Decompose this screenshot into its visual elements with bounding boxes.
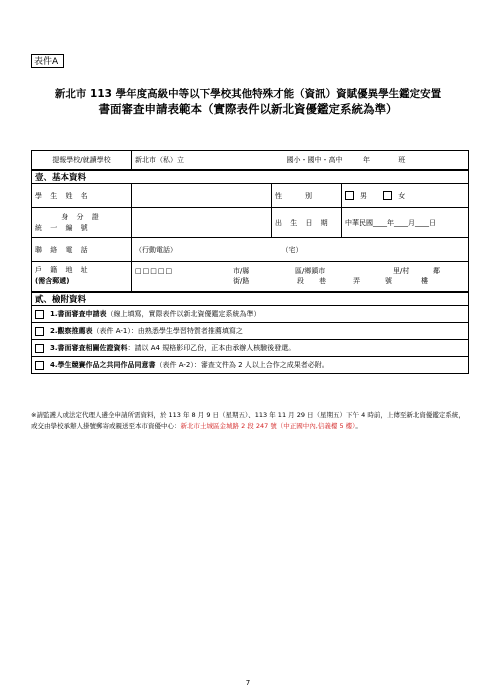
- checklist-item-4-checkbox[interactable]: [35, 361, 44, 370]
- document-title-line-1: 新北市 113 學年度高級中等以下學校其他特殊才能（資訊）資賦優異學生鑑定安置: [54, 88, 442, 100]
- dob-label: 出 生 日 期: [272, 208, 342, 238]
- gender-label: 性 別: [272, 184, 342, 208]
- checklist-row-4: [32, 357, 469, 374]
- address-field[interactable]: [132, 262, 469, 292]
- dob-field[interactable]: 中華民國____年____月____日: [342, 208, 469, 238]
- checklist-item-1-desc: （線上填寫，實際表件以新北資優鑑定系統為準）: [106, 310, 261, 318]
- checklist-item-4: [32, 357, 469, 374]
- student-name-label: 學 生 姓 名: [32, 184, 132, 208]
- section-attachments-header: [32, 292, 469, 306]
- checklist-item-2-desc: （表件 A-1）：由熟悉學生學習特質者推薦填寫之: [92, 327, 243, 335]
- student-name-field[interactable]: [132, 184, 272, 208]
- address-section-label: 段: [297, 277, 304, 286]
- checklist-item-1-title: 1.書面審查申請表: [50, 310, 107, 318]
- phone-field[interactable]: [132, 238, 469, 262]
- submission-address: 新北市土城區金城路 2 段 247 號（中正國中內,信義樓 5 樓）: [180, 422, 356, 430]
- school-levels: 國小・國中・高中: [286, 155, 343, 164]
- submission-note-text: ※請監護人或法定代理人遴全申請所需資料，於 113 年 8 月 9 日（星期五）、113 年 11 月 29 日（星期五）下午 4 時前，上傳至新北資優鑑定系統，或交由學校承辦人掛號郵寄或親送至本市資優中心：: [31, 411, 465, 430]
- page-number: 7: [245, 679, 251, 687]
- checklist-item-1: [32, 306, 469, 323]
- checklist-item-3-desc: ：請以 A4 規格影印乙份，正本由承辦人核驗後發還。: [127, 344, 296, 352]
- checklist-item-2: [32, 323, 469, 340]
- checklist-item-1-checkbox[interactable]: [35, 310, 44, 319]
- male-label: 男: [360, 191, 367, 200]
- address-line-1: [135, 266, 465, 276]
- attachment-label: 表件A: [31, 54, 64, 68]
- checklist-item-2-title: 2.觀察推薦表: [50, 327, 93, 335]
- name-gender-row: [32, 184, 469, 208]
- address-row: [32, 262, 469, 292]
- address-label-line-2: (需含郵遞): [35, 277, 70, 286]
- submission-note-end: 。: [355, 422, 362, 430]
- id-dob-row: [32, 208, 469, 238]
- id-field[interactable]: [132, 208, 272, 238]
- checklist-item-3: [32, 340, 469, 357]
- checklist-item-3-title: 3.書面審查相關佐證資料: [50, 344, 128, 352]
- school-class: 班: [398, 155, 406, 164]
- address-neighborhood-label: 鄰: [433, 267, 440, 276]
- school-prefix: 新北市（私）立: [135, 155, 184, 164]
- checklist-row-1: [32, 306, 469, 323]
- gender-field: [342, 184, 469, 208]
- checklist-row-3: [32, 340, 469, 357]
- home-phone-label: （宅）: [281, 245, 303, 254]
- school-field[interactable]: [132, 151, 469, 170]
- female-label: 女: [398, 191, 406, 200]
- address-line-2: [135, 276, 465, 286]
- submission-note: [31, 410, 471, 432]
- address-label-line-1: 戶 籍 地 址: [35, 266, 91, 275]
- id-label: [32, 208, 132, 238]
- address-city-label: 市/縣: [233, 267, 250, 276]
- address-district-label: 區/鄉鎮市: [295, 267, 326, 276]
- address-lane-label: 巷: [319, 277, 326, 286]
- address-number-label: 號: [385, 277, 392, 286]
- address-alley-label: 弄: [353, 277, 360, 286]
- phone-label: 聯 絡 電 話: [32, 238, 132, 262]
- checklist-item-2-checkbox[interactable]: [35, 327, 44, 336]
- female-checkbox[interactable]: [383, 191, 392, 200]
- checklist-item-4-desc: （表件 A-2）：審查文件為 2 人以上合作之成果者必附。: [155, 361, 329, 369]
- section-basic-title: 壹、基本資料: [32, 170, 469, 184]
- checklist-row-2: [32, 323, 469, 340]
- address-street-label: 街/路: [233, 277, 250, 286]
- address-floor-label: 樓: [421, 277, 428, 286]
- zip-code-boxes: □□□□□: [135, 267, 174, 276]
- id-label-line-1: 身 分 證: [61, 212, 102, 221]
- phone-row: [32, 238, 469, 262]
- section-attachments-title: 貳、檢附資料: [32, 292, 469, 306]
- school-label: 提報學校/就讀學校: [32, 151, 132, 170]
- id-label-line-2: 統 一 編 號: [35, 223, 91, 232]
- school-grade: 年: [362, 155, 370, 164]
- mobile-phone-label: （行動電話）: [135, 245, 177, 254]
- document-title-line-2: 書面審查申請表範本（實際表件以新北資優鑑定系統為準）: [98, 102, 398, 116]
- checklist-item-3-checkbox[interactable]: [35, 344, 44, 353]
- application-form-table: [31, 150, 469, 374]
- section-basic-header: [32, 170, 469, 184]
- address-label: [32, 262, 132, 292]
- address-village-label: 里/村: [393, 267, 410, 276]
- school-row: [32, 151, 469, 170]
- checklist-item-4-title: 4.學生競賽作品之共同作品同意書: [50, 361, 156, 369]
- male-checkbox[interactable]: [345, 191, 354, 200]
